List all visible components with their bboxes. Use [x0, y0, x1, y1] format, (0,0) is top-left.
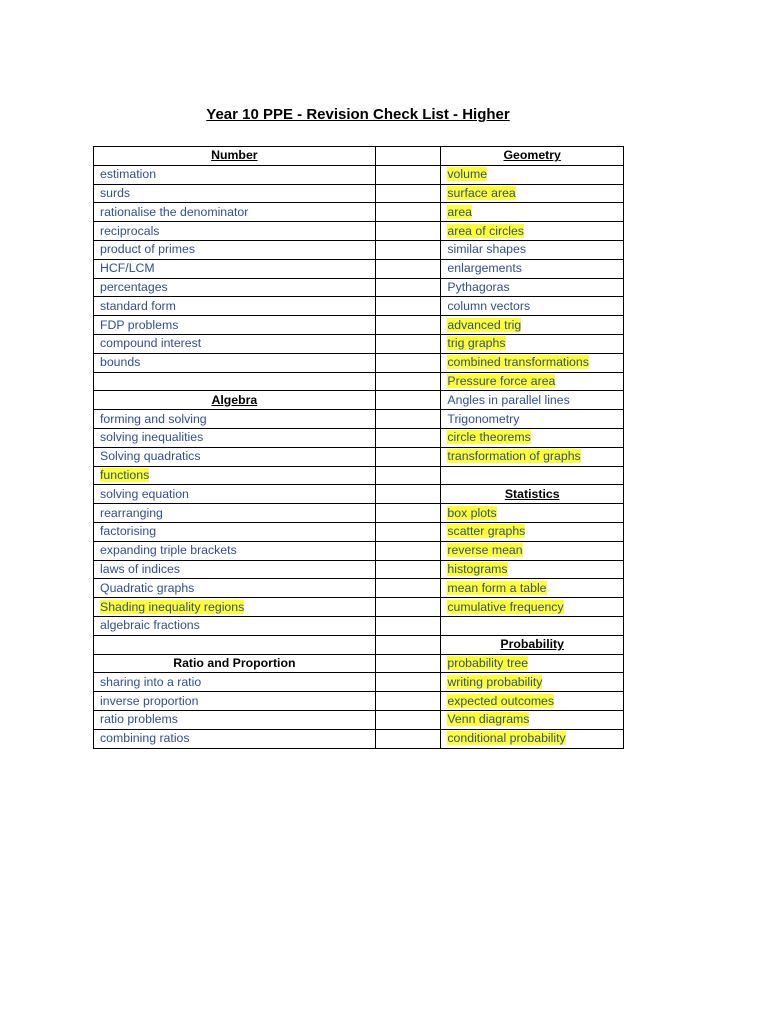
checkbox-column-cell [375, 184, 441, 203]
topic-cell-box-plots: box plots [441, 504, 624, 523]
table-row [94, 165, 624, 184]
topic-cell-area: area [441, 203, 624, 222]
table-row [94, 522, 624, 541]
topic-cell-expanding-triple-brackets: expanding triple brackets [94, 541, 376, 560]
topic-cell-expected-outcomes: expected outcomes [441, 692, 624, 711]
topic-cell-reciprocals: reciprocals [94, 222, 376, 241]
topic-cell-ratio-problems: ratio problems [94, 710, 376, 729]
table-row [94, 147, 624, 166]
topic-cell-surface-area: surface area [441, 184, 624, 203]
topic-cell-solving-equation: solving equation [94, 485, 376, 504]
topic-cell-cumulative-frequency: cumulative frequency [441, 598, 624, 617]
table-row [94, 560, 624, 579]
table-row [94, 710, 624, 729]
table-row [94, 541, 624, 560]
checkbox-column-cell [375, 428, 441, 447]
checkbox-column-cell [375, 165, 441, 184]
checkbox-column-cell [375, 316, 441, 335]
checkbox-column-cell [375, 278, 441, 297]
table-row [94, 673, 624, 692]
topic-cell-venn-diagrams: Venn diagrams [441, 710, 624, 729]
table-row [94, 222, 624, 241]
topic-cell-combined-transformations: combined transformations [441, 353, 624, 372]
topic-cell-hcf-lcm: HCF/LCM [94, 259, 376, 278]
checkbox-column-cell [375, 654, 441, 673]
table-row [94, 692, 624, 711]
table-row [94, 635, 624, 654]
checkbox-column-cell [375, 391, 441, 410]
table-row [94, 316, 624, 335]
topic-cell-bounds: bounds [94, 353, 376, 372]
table-row [94, 410, 624, 429]
topic-cell-pressure-force-area: Pressure force area [441, 372, 624, 391]
checkbox-column-cell [375, 635, 441, 654]
checkbox-column-cell [375, 410, 441, 429]
table-row [94, 240, 624, 259]
topic-cell-circle-theorems: circle theorems [441, 428, 624, 447]
topic-cell-fdp-problems: FDP problems [94, 316, 376, 335]
table-row [94, 579, 624, 598]
checkbox-column-cell [375, 259, 441, 278]
table-row [94, 654, 624, 673]
table-row [94, 729, 624, 748]
topic-cell-angles-in-parallel-lines: Angles in parallel lines [441, 391, 624, 410]
table-row [94, 278, 624, 297]
table-row [94, 259, 624, 278]
checkbox-column-cell [375, 240, 441, 259]
topic-cell-combining-ratios: combining ratios [94, 729, 376, 748]
topic-cell-inverse-proportion: inverse proportion [94, 692, 376, 711]
right-empty-cell [441, 616, 624, 635]
table-row [94, 391, 624, 410]
checkbox-column-cell [375, 334, 441, 353]
topic-cell-probability-tree: probability tree [441, 654, 624, 673]
table-row [94, 504, 624, 523]
topic-cell-trig-graphs: trig graphs [441, 334, 624, 353]
topic-cell-scatter-graphs: scatter graphs [441, 522, 624, 541]
checkbox-column-cell [375, 222, 441, 241]
topic-cell-column-vectors: column vectors [441, 297, 624, 316]
table-row [94, 447, 624, 466]
topic-cell-transformation-of-graphs: transformation of graphs [441, 447, 624, 466]
section-header-geometry: Geometry [441, 147, 624, 166]
topic-cell-mean-form-a-table: mean form a table [441, 579, 624, 598]
checkbox-column-cell [375, 560, 441, 579]
section-header-algebra: Algebra [94, 391, 376, 410]
checkbox-column-cell [375, 353, 441, 372]
topic-cell-compound-interest: compound interest [94, 334, 376, 353]
topic-cell-similar-shapes: similar shapes [441, 240, 624, 259]
topic-cell-reverse-mean: reverse mean [441, 541, 624, 560]
section-header-statistics: Statistics [441, 485, 624, 504]
topic-cell-estimation: estimation [94, 165, 376, 184]
checklist-body [94, 147, 624, 749]
table-row [94, 598, 624, 617]
checkbox-column-cell [375, 466, 441, 485]
checkbox-column-cell [375, 147, 441, 166]
topic-cell-solving-quadratics: Solving quadratics [94, 447, 376, 466]
checkbox-column-cell [375, 203, 441, 222]
topic-cell-functions: functions [94, 466, 376, 485]
topic-cell-pythagoras: Pythagoras [441, 278, 624, 297]
topic-cell-sharing-into-a-ratio: sharing into a ratio [94, 673, 376, 692]
topic-cell-area-of-circles: area of circles [441, 222, 624, 241]
topic-cell-forming-and-solving: forming and solving [94, 410, 376, 429]
table-row [94, 616, 624, 635]
checkbox-column-cell [375, 710, 441, 729]
topic-cell-rearranging: rearranging [94, 504, 376, 523]
checkbox-column-cell [375, 372, 441, 391]
checkbox-column-cell [375, 504, 441, 523]
topic-cell-laws-of-indices: laws of indices [94, 560, 376, 579]
topic-cell-factorising: factorising [94, 522, 376, 541]
section-header-probability: Probability [441, 635, 624, 654]
topic-cell-product-of-primes: product of primes [94, 240, 376, 259]
topic-cell-trigonometry: Trigonometry [441, 410, 624, 429]
revision-checklist-table [93, 146, 624, 749]
topic-cell-rationalise-the-denominator: rationalise the denominator [94, 203, 376, 222]
topic-cell-surds: surds [94, 184, 376, 203]
topic-cell-advanced-trig: advanced trig [441, 316, 624, 335]
table-row [94, 485, 624, 504]
table-row [94, 334, 624, 353]
checkbox-column-cell [375, 541, 441, 560]
table-row [94, 466, 624, 485]
topic-cell-writing-probability: writing probability [441, 673, 624, 692]
topic-cell-algebraic-fractions: algebraic fractions [94, 616, 376, 635]
table-row [94, 184, 624, 203]
topic-cell-percentages: percentages [94, 278, 376, 297]
section-header-number: Number [94, 147, 376, 166]
topic-cell-shading-inequality-regions: Shading inequality regions [94, 598, 376, 617]
checkbox-column-cell [375, 729, 441, 748]
right-empty-cell [441, 466, 624, 485]
checkbox-column-cell [375, 598, 441, 617]
topic-cell-volume: volume [441, 165, 624, 184]
checkbox-column-cell [375, 485, 441, 504]
page-title: Year 10 PPE - Revision Check List - Higher [206, 106, 510, 123]
topic-cell-histograms: histograms [441, 560, 624, 579]
checkbox-column-cell [375, 692, 441, 711]
checkbox-column-cell [375, 522, 441, 541]
checkbox-column-cell [375, 673, 441, 692]
table-row [94, 353, 624, 372]
checkbox-column-cell [375, 447, 441, 466]
checkbox-column-cell [375, 297, 441, 316]
checkbox-column-cell [375, 616, 441, 635]
left-empty-cell [94, 635, 376, 654]
topic-cell-quadratic-graphs: Quadratic graphs [94, 579, 376, 598]
table-row [94, 428, 624, 447]
table-row [94, 203, 624, 222]
topic-cell-enlargements: enlargements [441, 259, 624, 278]
topic-cell-standard-form: standard form [94, 297, 376, 316]
table-row [94, 297, 624, 316]
section-header-ratio-and-proportion: Ratio and Proportion [94, 654, 376, 673]
left-empty-cell [94, 372, 376, 391]
topic-cell-solving-inequalities: solving inequalities [94, 428, 376, 447]
table-row [94, 372, 624, 391]
checkbox-column-cell [375, 579, 441, 598]
topic-cell-conditional-probability: conditional probability [441, 729, 624, 748]
